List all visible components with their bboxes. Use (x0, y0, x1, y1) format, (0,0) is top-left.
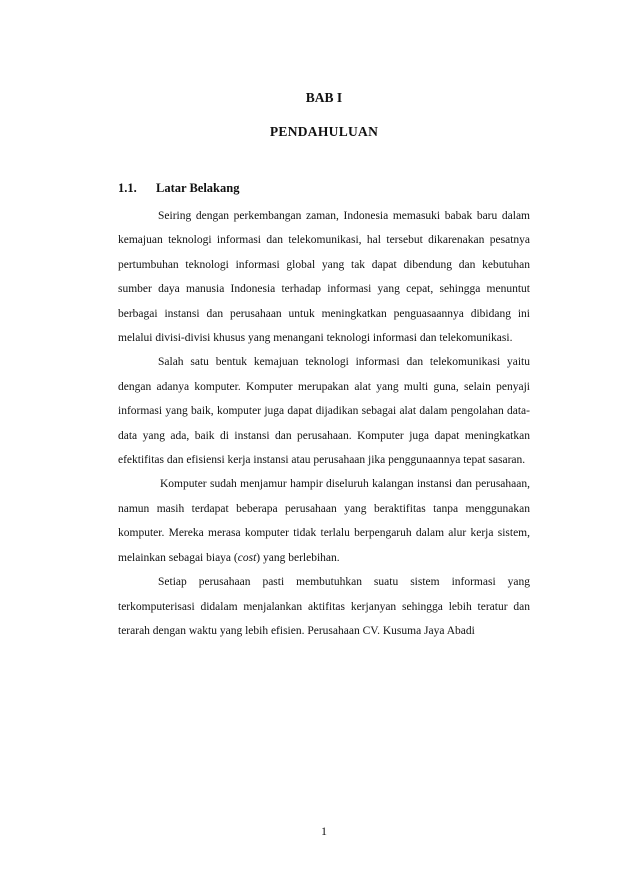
section-title: Latar Belakang (156, 181, 240, 195)
paragraph-1: Seiring dengan perkembangan zaman, Indonesia memasuki babak baru dalam kemajuan teknologi informasi dan telekomunikasi, hal tersebut dikarenakan pesatnya pertumbuhan teknologi informasi global yang tak dapat dibendung dan kebutuhan sumber daya manusia Indonesia terhadap informasi yang cepat, sehingga menuntut berbagai instansi dan perusahaan untuk meningkatkan penguasaannya dibidang ini melalui divisi-divisi khusus yang menangani teknologi informasi dan telekomunikasi. (118, 210, 530, 345)
chapter-number: BAB I (305, 90, 343, 105)
chapter-title: PENDAHULUAN (269, 124, 379, 139)
section-number: 1.1. (118, 181, 137, 195)
paragraph-2: Salah satu bentuk kemajuan teknologi informasi dan telekomunikasi yaitu dengan adanya komputer. Komputer merupakan alat yang multi guna, selain penyaji informasi yang baik, komputer juga dapat dijadikan sebagai alat dalam pengolahan data-data yang ada, baik di instansi dan perusahaan. Komputer juga dapat meningkatkan efektifitas dan efisiensi kerja instansi atau perusahaan jika penggunaannya tepat sasaran. (118, 356, 530, 467)
page-number: 1 (321, 824, 327, 838)
paragraph-3-emphasis: cost (237, 551, 257, 564)
paragraph-3-text: Komputer sudah menjamur hampir diseluruh kalangan instansi dan perusahaan, namun masih terdapat beberapa perusahaan yang beraktifitas tanpa menggunakan komputer. Mereka merasa komputer tidak terlalu berpengaruh dalam alur kerja sistem, melainkan sebagai biaya ( (118, 478, 530, 564)
paragraph-4: Setiap perusahaan pasti membutuhkan suatu sistem informasi yang terkomputerisasi didalam menjalankan aktifitas kerjanyan sehingga lebih teratur dan terarah dengan waktu yang lebih efisien. Perusahaan CV. Kusuma Jaya Abadi (118, 576, 530, 637)
paragraph-3 (118, 472, 530, 570)
section-heading (118, 181, 239, 196)
paragraph-3-text-end: ) yang berlebihan. (256, 551, 340, 564)
body-text (118, 204, 530, 643)
